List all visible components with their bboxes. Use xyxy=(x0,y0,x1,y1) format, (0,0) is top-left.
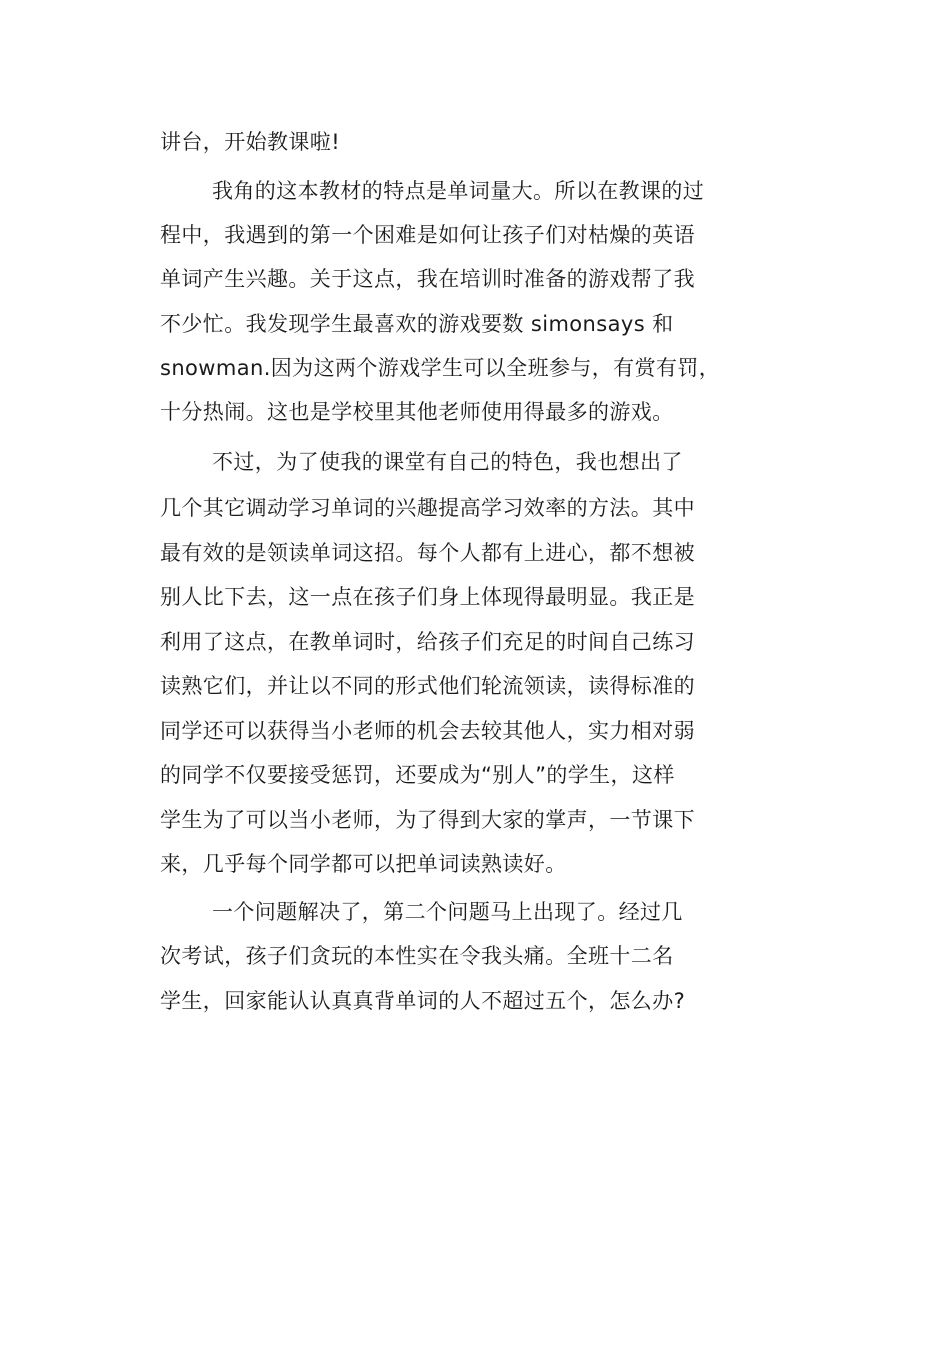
text-line: 不少忙。我发现学生最喜欢的游戏要数 simonsays 和 xyxy=(160,312,674,336)
text-line: 讲台，开始教课啦! xyxy=(160,130,341,154)
text-line: 不过，为了使我的课堂有自己的特色，我也想出了 xyxy=(212,450,683,474)
text-line: 学生为了可以当小老师，为了得到大家的掌声，一节课下 xyxy=(160,808,695,832)
text-line: 我角的这本教材的特点是单词量大。所以在教课的过 xyxy=(212,179,705,203)
text-line: 利用了这点，在教单词时，给孩子们充足的时间自己练习 xyxy=(160,630,695,654)
text-line: snowman.因为这两个游戏学生可以全班参与，有赏有罚， xyxy=(160,356,721,380)
text-line: 别人比下去，这一点在孩子们身上体现得最明显。我正是 xyxy=(160,585,695,609)
text-line: 几个其它调动学习单词的兴趣提高学习效率的方法。其中 xyxy=(160,496,695,520)
text-line: 同学还可以获得当小老师的机会去较其他人，实力相对弱 xyxy=(160,719,695,743)
text-line: 次考试，孩子们贪玩的本性实在令我头痛。全班十二名 xyxy=(160,944,674,968)
text-line: 来，几乎每个同学都可以把单词读熟读好。 xyxy=(160,852,567,876)
text-line: 读熟它们，并让以不同的形式他们轮流领读，读得标准的 xyxy=(160,674,695,698)
text-line: 的同学不仅要接受惩罚，还要成为“别人”的学生，这样 xyxy=(160,763,675,787)
text-line: 一个问题解决了，第二个问题马上出现了。经过几 xyxy=(212,900,683,924)
text-line: 十分热闹。这也是学校里其他老师使用得最多的游戏。 xyxy=(160,400,674,424)
text-line: 程中，我遇到的第一个困难是如何让孩子们对枯燥的英语 xyxy=(160,223,695,247)
text-line: 学生，回家能认认真真背单词的人不超过五个，怎么办? xyxy=(160,989,686,1013)
text-line: 单词产生兴趣。关于这点，我在培训时准备的游戏帮了我 xyxy=(160,267,695,291)
text-line: 最有效的是领读单词这招。每个人都有上进心，都不想被 xyxy=(160,541,695,565)
